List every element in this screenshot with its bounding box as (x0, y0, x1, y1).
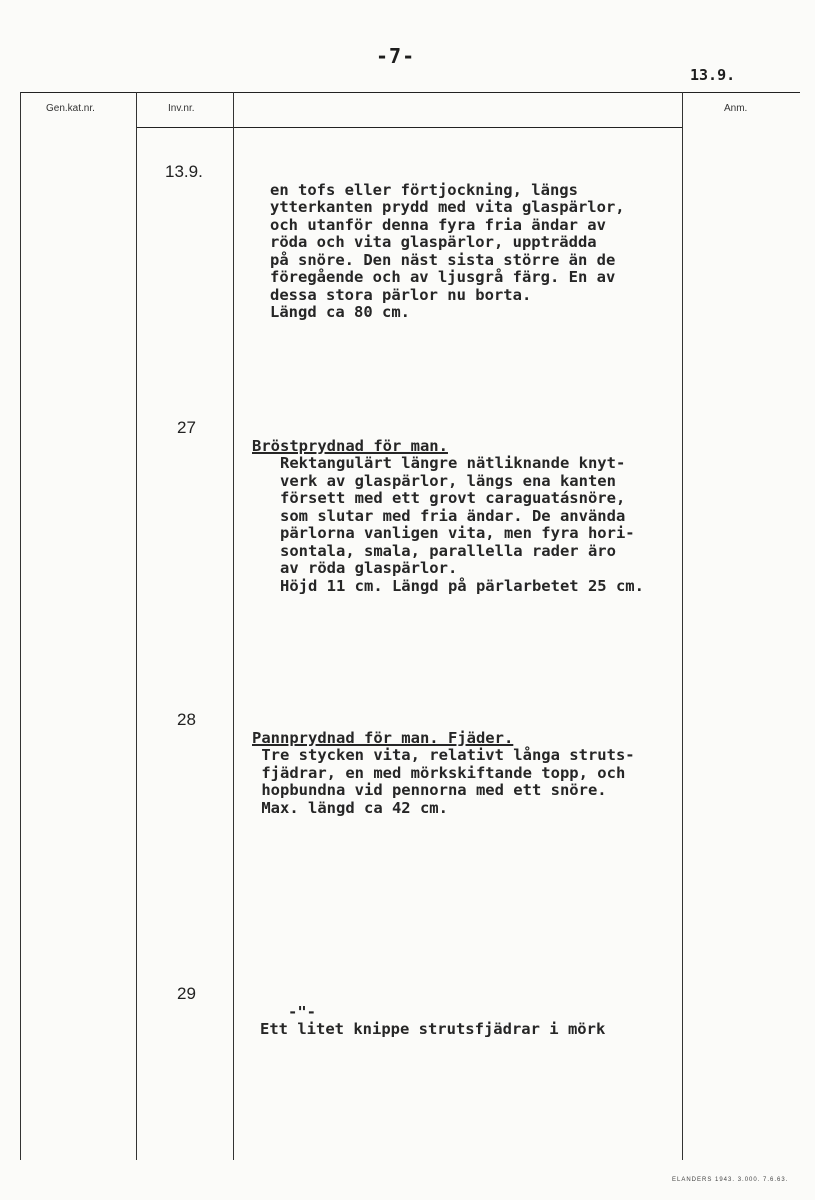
printer-footer: ELANDERS 1943. 3.000. 7.6.63. (672, 1177, 789, 1183)
entry-line: hopbundna vid pennorna med ett snöre. (252, 781, 607, 799)
entry-line: och utanför denna fyra fria ändar av (270, 215, 606, 234)
header-anm: Anm. (724, 103, 748, 114)
entry-line: som slutar med fria ändar. De använda (252, 506, 626, 525)
entry-line: Ett litet knippe strutsfjädrar i mörk (260, 1020, 606, 1038)
entry-line: -"- (260, 1002, 316, 1021)
header-top-rule (20, 92, 800, 93)
entry-title: Pannprydnad för man. Fjäder. (252, 728, 514, 747)
header-gen-kat: Gen.kat.nr. (46, 103, 95, 114)
column-rule-left (20, 92, 21, 1160)
entry-description (260, 986, 605, 1056)
entry-description (252, 420, 644, 613)
entry-line: Längd ca 80 cm. (270, 303, 410, 321)
header-bottom-rule (136, 127, 682, 128)
entry-line: Tre stycken vita, relativt långa struts- (252, 746, 635, 764)
inv-number: 27 (177, 418, 196, 437)
page-number: -7- (376, 44, 416, 68)
entry-line: av röda glaspärlor. (252, 559, 458, 577)
entry-line: på snöre. Den näst sista större än de (270, 250, 616, 269)
entry-description (252, 712, 635, 835)
entry-line: föregående och av ljusgrå färg. En av (270, 268, 616, 286)
column-rule-gen-inv (136, 92, 137, 1160)
entry-line: försett med ett grovt caraguatásnöre, (252, 489, 626, 507)
entry-line: röda och vita glaspärlor, uppträdda (270, 233, 597, 251)
entry-line: en tofs eller förtjockning, längs (270, 180, 578, 199)
inv-number: 13.9. (165, 162, 203, 181)
entry-title: Bröstprydnad för man. (252, 436, 448, 455)
entry-line: sontala, smala, parallella rader äro (252, 541, 616, 560)
column-rule-desc-anm (682, 92, 683, 1160)
entry-line: pärlorna vanligen vita, men fyra hori- (252, 524, 635, 542)
entry-description (270, 164, 625, 339)
entry-line: verk av glaspärlor, längs ena kanten (252, 471, 616, 490)
header-inv: Inv.nr. (168, 103, 195, 114)
corner-reference: 13.9. (690, 66, 736, 84)
entry-line: ytterkanten prydd med vita glaspärlor, (270, 198, 625, 216)
entry-line: fjädrar, en med mörkskiftande topp, och (252, 763, 626, 782)
inv-number: 29 (177, 984, 196, 1003)
entry-line: dessa stora pärlor nu borta. (270, 285, 532, 304)
entry-line: Max. längd ca 42 cm. (252, 798, 448, 817)
inv-number: 28 (177, 710, 196, 729)
column-rule-inv-desc (233, 92, 234, 1160)
entry-line: Höjd 11 cm. Längd på pärlarbetet 25 cm. (252, 576, 644, 595)
entry-line: Rektangulärt längre nätliknande knyt- (252, 454, 626, 472)
